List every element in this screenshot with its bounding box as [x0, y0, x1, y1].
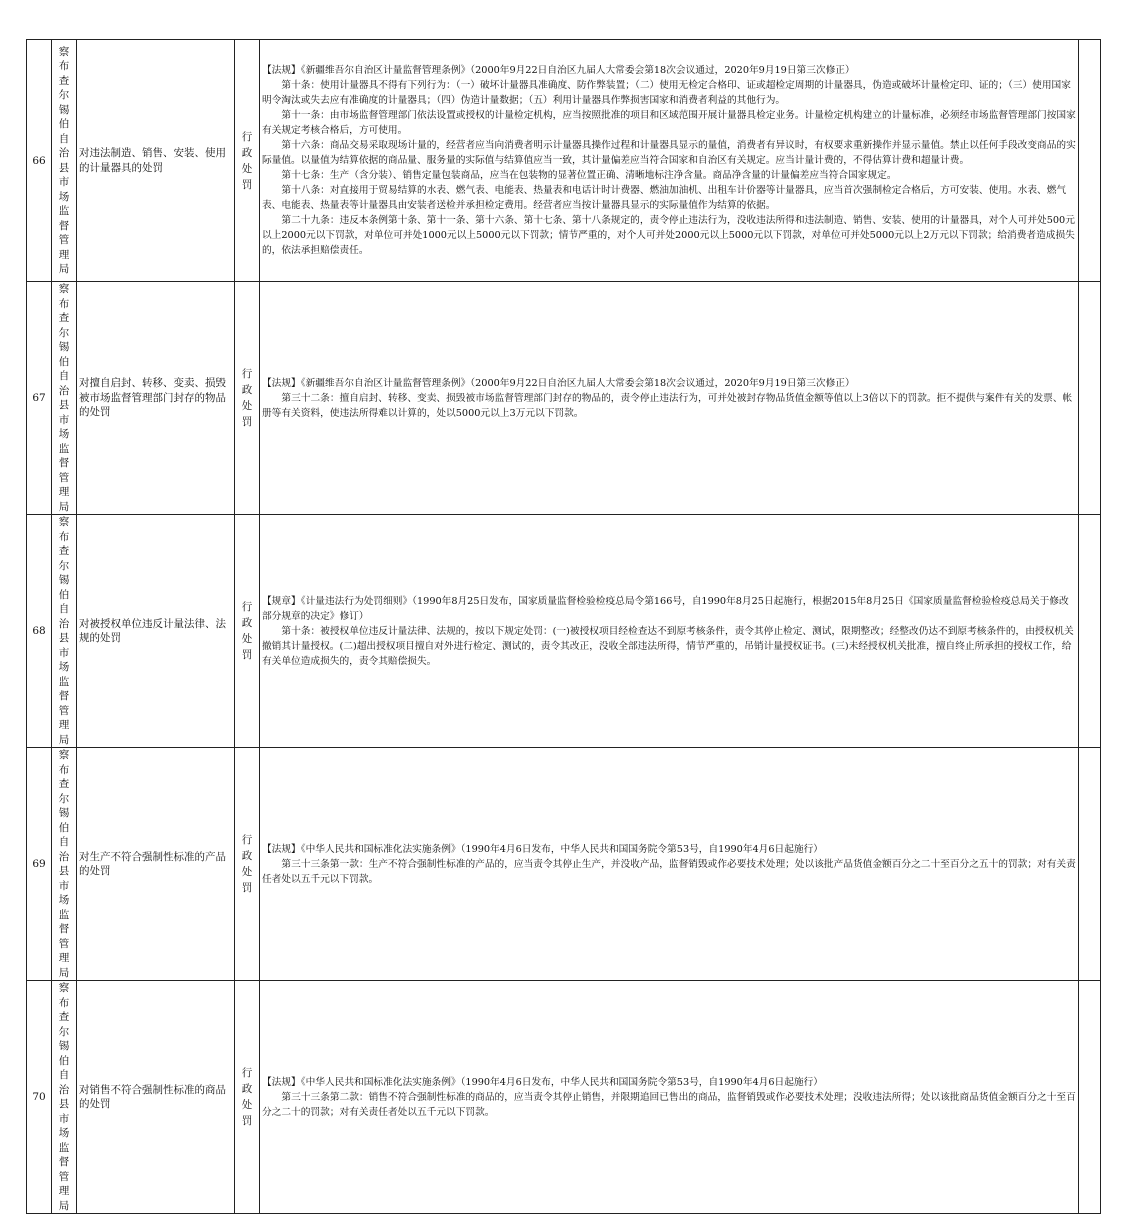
item-name-cell: 对擅自启封、转移、变卖、损毁被市场监督管理部门封存的物品的处罚 [77, 282, 235, 515]
basis-article: 第二十九条：违反本条例第十条、第十一条、第十六条、第十七条、第十八条规定的，责令停止违法行为，没收违法所得和违法制造、销售、安装、使用的计量器具，对个人可并处500元以上2000元以下罚款，对单位可并处1000元以上5000元以下罚款；情节严重的，对个人可并处2000元以上5000元以下罚款，对单位可并处5000元以上2万元以下罚款；给消费者造成损失的，依法承担赔偿责任。 [262, 215, 1075, 256]
department-name: 察布查尔锡伯自治县市场监督管理局 [58, 749, 70, 979]
basis-article: 第十条：使用计量器具不得有下列行为：（一）破坏计量器具准确度、防作弊装置；（二）使用无检定合格印、证或超检定周期的计量器具，伪造或破坏计量检定印、证的；（三）使用国家明令淘汰或失去应有准确度的计量器具；（四）伪造计量数据；（五）利用计量器具作弊损害国家和消费者利益的其他行为。 [262, 80, 1071, 106]
power-type: 行政处罚 [241, 834, 253, 894]
power-type-cell [235, 40, 260, 282]
basis-article: 第十八条：对直接用于贸易结算的水表、燃气表、电能表、热量表和电话计时计费器、燃油加油机、出租车计价器等计量器具，应当首次强制检定合格后，方可安装、使用。水表、燃气表、电能表、热量表等计量器具由安装者送检并承担检定费用。经营者应当按计量器具显示的实际量值作为结算的依据。 [262, 185, 1067, 211]
department-cell [52, 40, 77, 282]
department-cell [52, 748, 77, 981]
department-cell [52, 282, 77, 515]
basis-article: 第三十三条第二款：销售不符合强制性标准的商品的，应当责令其停止销售，并限期追回已售出的商品，监督销毁或作必要技术处理；没收违法所得；处以该批商品货值金额百分之十至百分之二十的罚款；对有关责任者处以五千元以下罚款。 [262, 1091, 1076, 1118]
item-name-cell: 对被授权单位违反计量法律、法规的处罚 [77, 515, 235, 748]
powers-table [26, 39, 1101, 1214]
department-name: 察布查尔锡伯自治县市场监督管理局 [58, 982, 70, 1212]
remarks-cell [1079, 40, 1101, 282]
power-type: 行政处罚 [241, 601, 253, 661]
table-row [27, 515, 1101, 748]
power-type-cell [235, 981, 260, 1214]
row-number: 67 [27, 282, 52, 515]
legal-basis-cell [260, 981, 1079, 1214]
basis-heading: 【规章】《计量违法行为处罚细则》（1990年8月25日发布，国家质量监督检验检疫总局令第166号，自1990年8月25日起施行，根据2015年8月25日《国家质量监督检验检疫总局关于修改部分规章的决定》修订） [262, 595, 1069, 622]
legal-basis-cell [260, 515, 1079, 748]
table-row [27, 748, 1101, 981]
department-cell [52, 515, 77, 748]
power-type-cell [235, 515, 260, 748]
power-type: 行政处罚 [241, 130, 253, 191]
department-name: 察布查尔锡伯自治县市场监督管理局 [58, 516, 70, 746]
table-row [27, 282, 1101, 515]
power-type: 行政处罚 [241, 368, 253, 428]
remarks-cell [1079, 515, 1101, 748]
table-row [27, 981, 1101, 1214]
basis-heading: 【法规】《中华人民共和国标准化法实施条例》（1990年4月6日发布，中华人民共和国国务院令第53号，自1990年4月6日起施行） [262, 843, 823, 855]
item-name-cell: 对生产不符合强制性标准的产品的处罚 [77, 748, 235, 981]
basis-article: 第三十三条第一款：生产不符合强制性标准的产品的，应当责令其停止生产，并没收产品，监督销毁或作必要技术处理；处以该批产品货值金额百分之二十至百分之五十的罚款；对有关责任者处以五千元以下罚款。 [262, 858, 1076, 885]
row-number: 70 [27, 981, 52, 1214]
power-type-cell [235, 282, 260, 515]
basis-article: 第三十二条：擅自启封、转移、变卖、损毁被市场监督管理部门封存的物品的，责令停止违法行为，可并处被封存物品货值金额等值以上3倍以下的罚款。拒不提供与案件有关的发票、帐册等有关资料，使违法所得难以计算的，处以5000元以上3万元以下罚款。 [262, 392, 1073, 419]
basis-article: 第十六条：商品交易采取现场计量的，经营者应当向消费者明示计量器具操作过程和计量器具显示的量值，消费者有异议时，有权要求重新操作并显示量值。禁止以任何手段改变商品的实际量值。以量值为结算依据的商品量、服务量的实际值与结算值应当一致，其计量偏差应当符合国家和自治区有关规定。应当计量计费的，不得估算计费和超量计费。 [262, 140, 1076, 166]
power-type: 行政处罚 [241, 1067, 253, 1127]
row-number: 68 [27, 515, 52, 748]
table-row [27, 40, 1101, 282]
remarks-cell [1079, 981, 1101, 1214]
row-number: 69 [27, 748, 52, 981]
basis-heading: 【法规】《中华人民共和国标准化法实施条例》（1990年4月6日发布，中华人民共和国国务院令第53号，自1990年4月6日起施行） [262, 1076, 823, 1088]
row-number: 66 [27, 40, 52, 282]
legal-basis-cell [260, 40, 1079, 282]
power-type-cell [235, 748, 260, 981]
item-name-cell: 对违法制造、销售、安装、使用的计量器具的处罚 [77, 40, 235, 282]
legal-basis-cell [260, 282, 1079, 515]
legal-basis-cell [260, 748, 1079, 981]
basis-article: 第十一条：由市场监督管理部门依法设置或授权的计量检定机构，应当按照批准的项目和区域范围开展计量器具检定业务。计量检定机构建立的计量标准，必须经市场监督管理部门按国家有关规定考核合格后，方可使用。 [262, 110, 1076, 136]
department-cell [52, 981, 77, 1214]
department-name: 察布查尔锡伯自治县市场监督管理局 [58, 283, 70, 513]
remarks-cell [1079, 282, 1101, 515]
basis-article: 第十条：被授权单位违反计量法律、法规的，按以下规定处罚：(一)被授权项目经检查达不到原考核条件，责令其停止检定、测试，限期整改；经整改仍达不到原考核条件的，由授权机关撤销其计量授权。(二)超出授权项目擅自对外进行检定、测试的，责令其改正，没收全部违法所得，情节严重的，吊销计量授权证书。(三)未经授权机关批准，擅自终止所承担的授权工作，给有关单位造成损失的，责令其赔偿损失。 [262, 625, 1074, 667]
basis-article: 第十七条：生产（含分装）、销售定量包装商品，应当在包装物的显著位置正确、清晰地标注净含量。商品净含量的计量偏差应当符合国家规定。 [281, 170, 897, 181]
basis-heading: 【法规】《新疆维吾尔自治区计量监督管理条例》（2000年9月22日自治区九届人大常委会第18次会议通过，2020年9月19日第三次修正） [262, 65, 855, 76]
item-name-cell: 对销售不符合强制性标准的商品的处罚 [77, 981, 235, 1214]
basis-heading: 【法规】《新疆维吾尔自治区计量监督管理条例》（2000年9月22日自治区九届人大常委会第18次会议通过，2020年9月19日第三次修正） [262, 377, 855, 389]
department-name: 察布查尔锡伯自治县市场监督管理局 [58, 45, 70, 275]
remarks-cell [1079, 748, 1101, 981]
